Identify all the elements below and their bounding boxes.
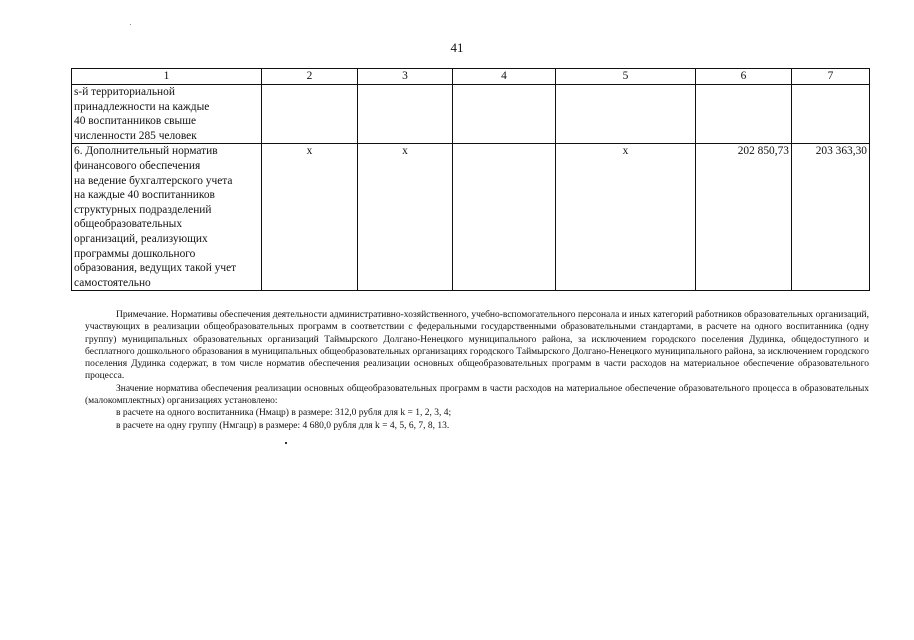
table-row (72, 144, 870, 291)
row-cell-col3: x (358, 144, 453, 291)
column-header-4: 4 (453, 69, 556, 85)
row-cell-col2 (262, 85, 358, 144)
scan-speck (130, 24, 131, 25)
row-cell-col5 (556, 85, 696, 144)
note-paragraph: Примечание. Нормативы обеспечения деятельности административно-хозяйственного, учебно-вспомогательного персонала и иных категорий работников образовательных организаций, участвующих в реализации общеобразовательных программ в соответствии с федеральными государственными образовательными стандартами, в расчете на одного воспитанника (одну группу) муниципальных образовательных организаций Таймырского Долгано-Ненецкого муниципального района, за исключением городского поселения Дудинка, общедоступного и бесплатного дошкольного образования в муниципальных общеобразовательных организациях городского Таймырского Долгано-Ненецкого муниципального района, за исключением городского поселения Дудинка содержат, в том числе норматив обеспечения реализации основных общеобразовательных программ в части расходов на материальное обеспечение образовательного процесса. (85, 310, 869, 382)
table-header-row (72, 69, 870, 85)
row-cell-col2: x (262, 144, 358, 291)
row-name-cell: 6. Дополнительный норматив финансового обеспечения на ведение бухгалтерского учета на каждые 40 воспитанников структурных подразделений общеобразовательных организаций, реализующих программы дошкольного образования, ведущих такой учет самостоятельно (72, 144, 262, 291)
note-line: в расчете на одного воспитанника (Нмацр) в размере: 312,0 рубля для k = 1, 2, 3, 4; (116, 408, 452, 419)
row-cell-col5: x (556, 144, 696, 291)
column-header-7: 7 (792, 69, 870, 85)
row-cell-col6: 202 850,73 (696, 144, 792, 291)
table-row (72, 85, 870, 144)
row-cell-col4 (453, 144, 556, 291)
column-header-3: 3 (358, 69, 453, 85)
row-cell-col3 (358, 85, 453, 144)
norms-table (71, 68, 870, 291)
page-number: 41 (450, 40, 464, 55)
note-paragraph: Значение норматива обеспечения реализации основных общеобразовательных программ в части расходов на материальное обеспечение образовательного процесса в образовательных (малокомплектных) организациях установлено: (85, 383, 869, 407)
column-header-1: 1 (72, 69, 262, 85)
column-header-6: 6 (696, 69, 792, 85)
column-header-5: 5 (556, 69, 696, 85)
row-cell-col7 (792, 85, 870, 144)
row-name-cell: s-й территориальной принадлежности на каждые 40 воспитанников свыше численности 285 человек (72, 85, 262, 144)
row-cell-col7: 203 363,30 (792, 144, 870, 291)
scan-dot (285, 442, 287, 444)
note-line: в расчете на одну группу (Нмгацр) в размере: 4 680,0 рубля для k = 4, 5, 6, 7, 8, 13. (116, 420, 450, 431)
column-header-2: 2 (262, 69, 358, 85)
note-block (85, 309, 869, 432)
row-cell-col4 (453, 85, 556, 144)
row-cell-col6 (696, 85, 792, 144)
